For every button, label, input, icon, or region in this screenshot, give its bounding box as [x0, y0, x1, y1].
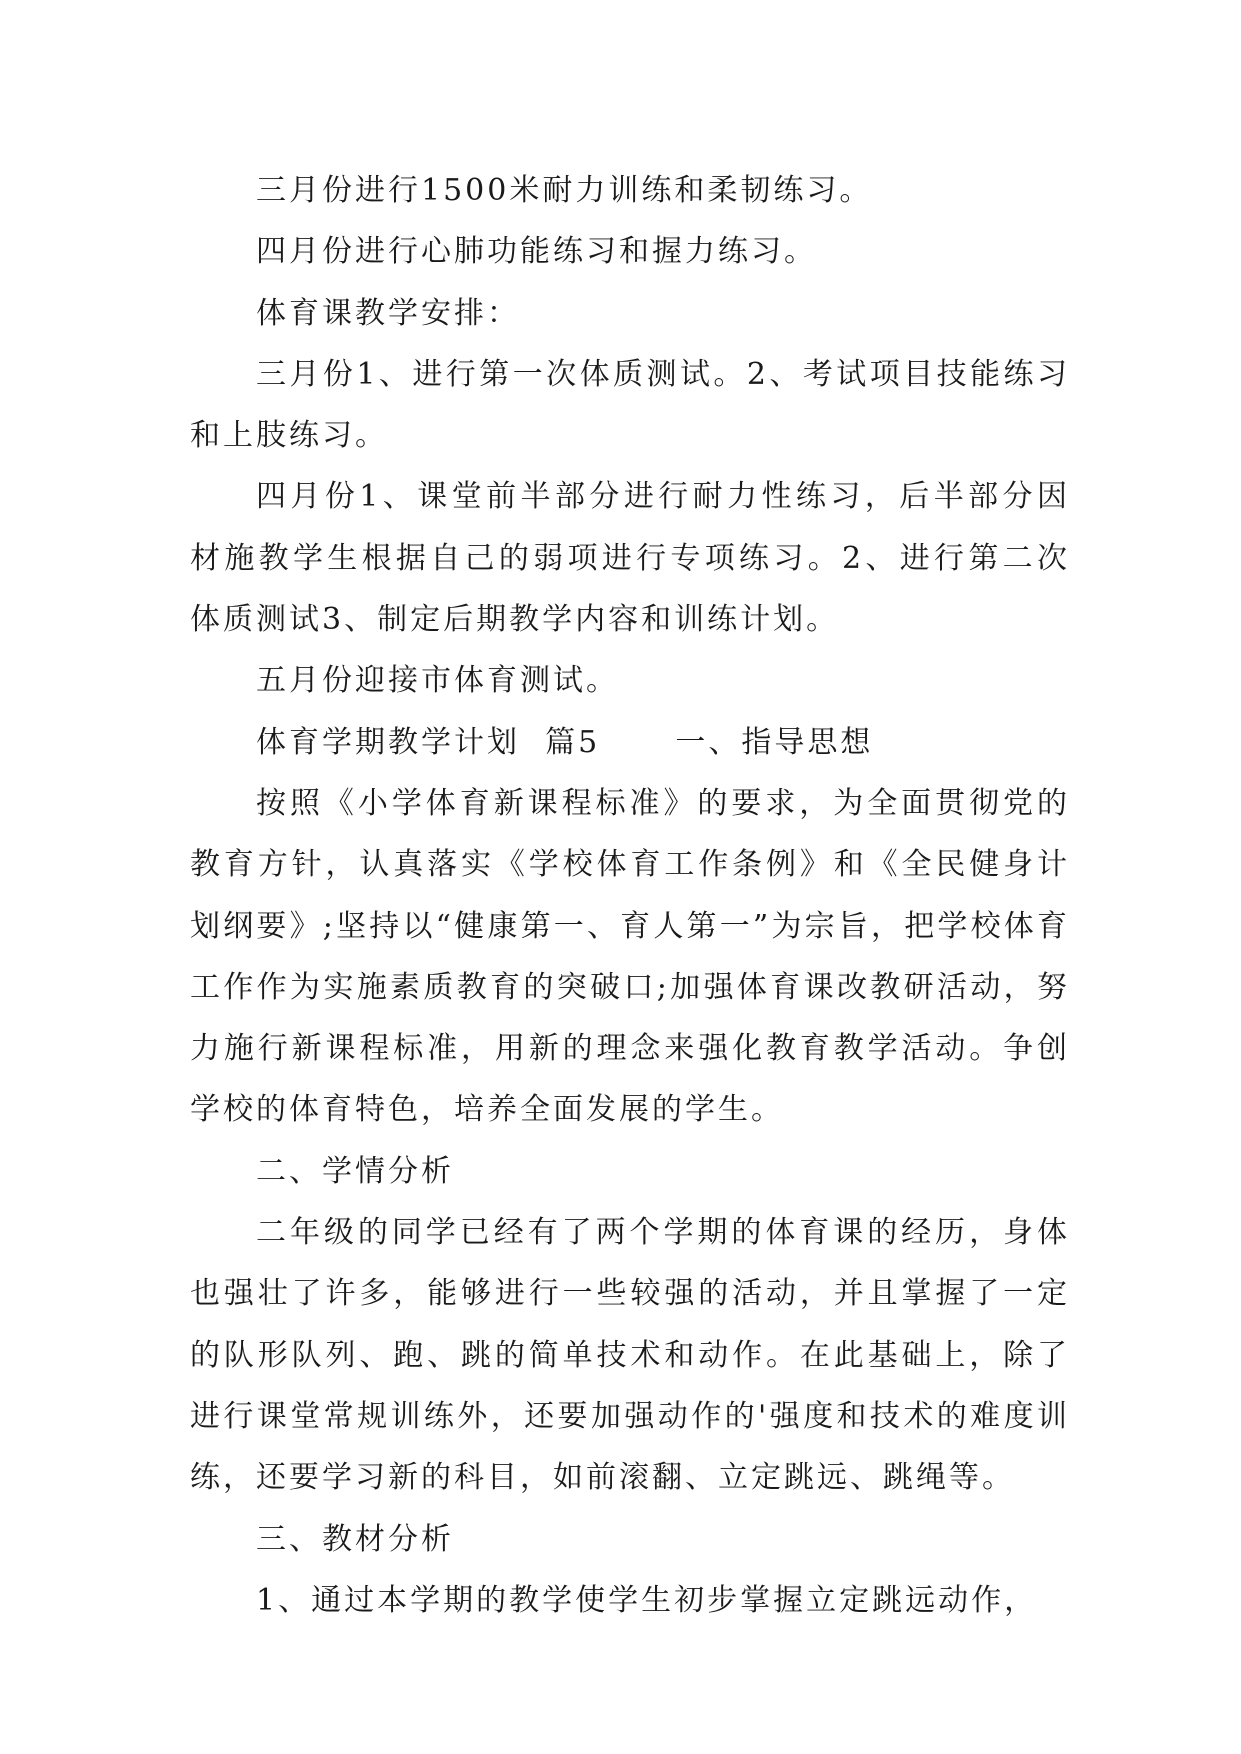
paragraph-student-analysis: 二年级的同学已经有了两个学期的体育课的经历，身体也强壮了许多，能够进行一些较强的活动，并且掌握了一定的队形队列、跑、跳的简单技术和动作。在此基础上，除了进行课堂常规训练外，还要加强动作的'强度和技术的难度训练，还要学习新的科目，如前滚翻、立定跳远、跳绳等。: [190, 1215, 1070, 1496]
paragraph-april-cardio: 四月份进行心肺功能练习和握力练习。: [256, 234, 817, 270]
section-title-plan-5: 体育学期教学计划 篇5 一、指导思想: [256, 724, 874, 760]
paragraph-march-endurance: 三月份进行1500米耐力训练和柔韧练习。: [256, 173, 873, 208]
paragraph-april-schedule: 四月份1、课堂前半部分进行耐力性练习，后半部分因材施教学生根据自己的弱项进行专项练习。2、进行第二次体质测试3、制定后期教学内容和训练计划。: [190, 479, 1070, 638]
heading-student-analysis: 二、学情分析: [256, 1153, 454, 1189]
paragraph-guiding-ideology: 按照《小学体育新课程标准》的要求，为全面贯彻党的教育方针，认真落实《学校体育工作条例》和《全民健身计划纲要》;坚持以“健康第一、育人第一”为宗旨，把学校体育工作作为实施素质教育的突破口;加强体育课改教研活动，努力施行新课程标准，用新的理念来强化教育教学活动。争创学校的体育特色，培养全面发展的学生。: [190, 785, 1070, 1128]
paragraph-pe-schedule-heading: 体育课教学安排：: [256, 295, 520, 331]
heading-material-analysis: 三、教材分析: [256, 1521, 454, 1557]
document-body: [190, 160, 1070, 1631]
paragraph-may-schedule: 五月份迎接市体育测试。: [256, 663, 619, 699]
paragraph-march-schedule: 三月份1、进行第一次体质测试。2、考试项目技能练习和上肢练习。: [190, 356, 1070, 454]
paragraph-material-analysis: 1、通过本学期的教学使学生初步掌握立定跳远动作，: [256, 1582, 1038, 1618]
